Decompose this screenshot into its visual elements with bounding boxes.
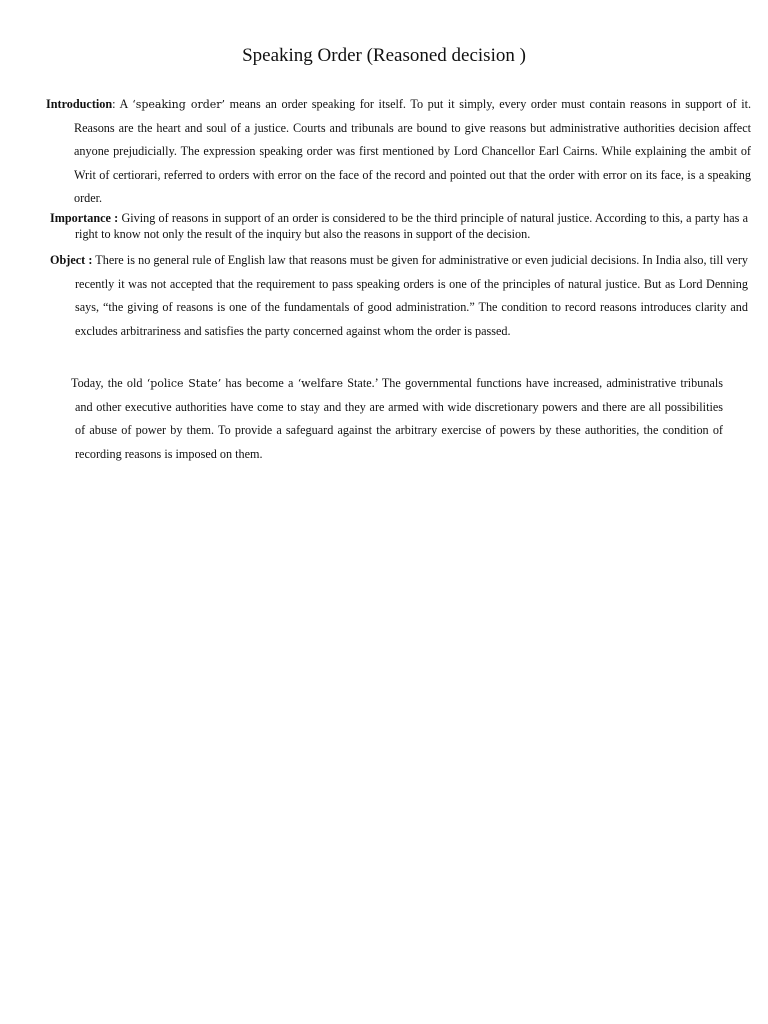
introduction-separator: : A [112, 97, 133, 111]
today-paragraph [71, 372, 723, 466]
today-term-police-state: ‘police State’ [146, 377, 222, 390]
today-text-after: State.’ The governmental functions have increased, administrative tribunals and other executive authorities have come to stay and they are armed with wide discretionary powers and there are all possibilities of abuse of power by them. To provide a safeguard against the arbitrary exercise of powers by these authorities, the condition of recording reasons is imposed on them. [75, 376, 723, 461]
introduction-label: Introduction [46, 97, 113, 111]
today-text-middle: has become a [221, 376, 298, 390]
importance-label: Importance : [50, 211, 119, 225]
introduction-text: means an order speaking for itself. To put it simply, every order must contain reasons in support of it. Reasons are the heart and soul of a justice. Courts and tribunals are bound to give reasons but administrative authorities decision affect anyone prejudicially. The expression speaking order was first mentioned by Lord Chancellor Earl Cairns. While explaining the ambit of Writ of certiorari, referred to orders with error on the face of the record and pointed out that the order with error on its face, is a speaking order. [74, 97, 752, 206]
document-title: Speaking Order (Reasoned decision ) [242, 45, 526, 66]
object-label: Object : [50, 253, 93, 267]
introduction-paragraph [46, 93, 751, 211]
importance-text: Giving of reasons in support of an order is considered to be the third principle of natural justice. According to this, a party has a right to know not only the result of the inquiry but also the reasons in support of the decision. [75, 211, 748, 241]
object-paragraph [50, 249, 748, 343]
importance-paragraph [50, 210, 748, 242]
today-term-welfare: ‘welfare [297, 377, 344, 390]
object-text: There is no general rule of English law that reasons must be given for administrative or even judicial decisions. In India also, till very recently it was not accepted that the requirement to pass speaking orders is one of the principles of natural justice. But as Lord Denning says, “the giving of reasons is one of the fundamentals of good administration.” The condition to record reasons introduces clarity and excludes arbitrariness and satisfies the party concerned against whom the order is passed. [75, 253, 748, 338]
introduction-quoted-term: ‘speaking order’ [132, 98, 226, 111]
today-text-before: Today, the old [71, 376, 147, 390]
